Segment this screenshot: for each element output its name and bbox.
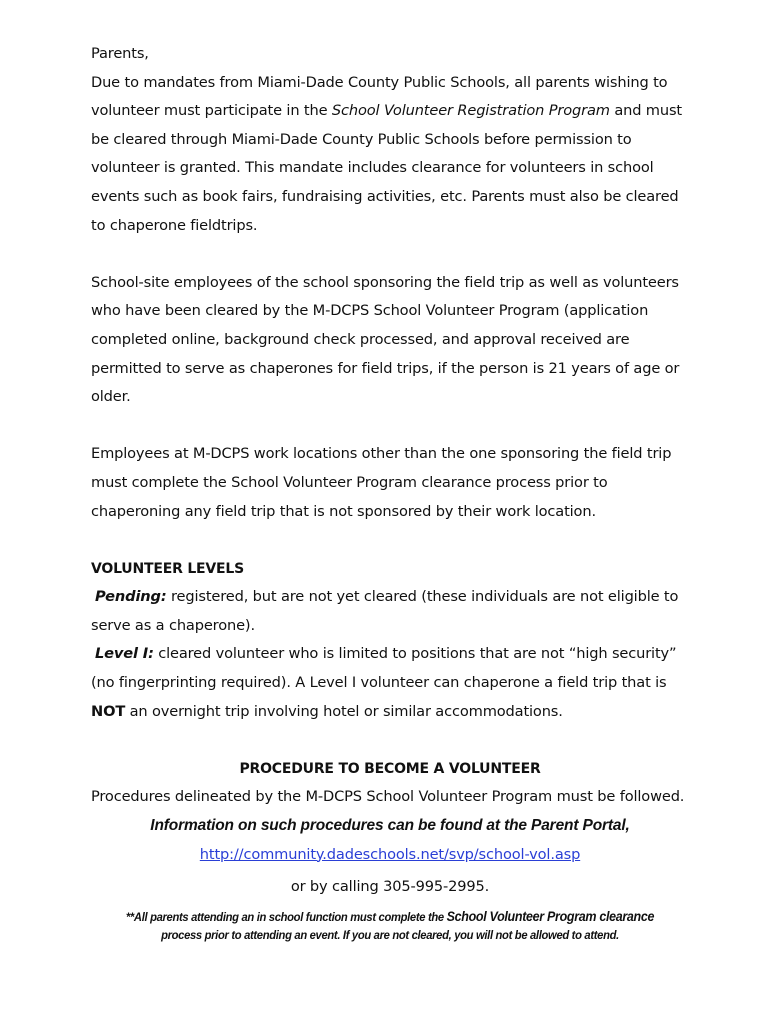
spacer (91, 240, 689, 269)
phone-line: or by calling 305-995-2995. (290, 878, 490, 896)
mandate-text-start: Due to mandates from Miami-Dade County Public Schools, all parents wishing to volunteer must participate in the (91, 73, 668, 120)
spacer (91, 526, 689, 555)
spacer (91, 412, 689, 441)
program-name: School Volunteer Registration Program (331, 102, 610, 120)
paragraph-employees: Employees at M-DCPS work locations other than the one sponsoring the field trip must complete the School Volunteer Program clearance process prior to chaperoning any field trip that is not sponsored by their work location. (91, 445, 672, 520)
level1-description-start: cleared volunteer who is limited to positions that are not “high security” (no fingerprinting required). A Level I volunteer can chaperone a field trip that is (91, 645, 677, 692)
level-one (91, 640, 689, 726)
document-page (91, 40, 689, 945)
portal-link[interactable]: http://community.dadeschools.net/svp/school-vol.asp (199, 845, 581, 863)
procedure-text: Procedures delineated by the M-DCPS School Volunteer Program must be followed. (91, 788, 685, 806)
portal-info: Information on such procedures can be found at the Parent Portal, (150, 817, 630, 835)
mandate-text-end: and must be cleared through Miami-Dade County Public Schools before permission to volunteer is granted. This mandate includes clearance for volunteers in school events such as book fairs, fundraising activities, etc. Parents must also be cleared to chaperone fieldtrips. (91, 102, 683, 234)
footer-notice (115, 908, 665, 945)
footer-text-start: **All parents attending an in school function must complete the (125, 909, 447, 924)
salutation: Parents, (91, 45, 149, 62)
level1-not: NOT (91, 702, 126, 720)
pending-description: registered, but are not yet cleared (these individuals are not eligible to serve as a chaperone). (91, 588, 679, 634)
footer-text-end: process prior to attending an event. If you are not cleared, you will not be allowed to attend. (161, 928, 619, 943)
level-pending (91, 583, 689, 640)
footer-program-name: School Volunteer Program clearance (446, 908, 655, 924)
level1-description-end: an overnight trip involving hotel or similar accommodations. (125, 702, 563, 720)
spacer (91, 726, 689, 755)
level1-label: Level I: (95, 645, 154, 663)
portal-link-line (91, 841, 689, 870)
procedure-heading: PROCEDURE TO BECOME A VOLUNTEER (239, 760, 541, 777)
paragraph-chaperones: School-site employees of the school sponsoring the field trip as well as volunteers who have been cleared by the M-DCPS School Volunteer Program (application completed online, background check processed, and approval received are permitted to serve as chaperones for field trips, if the person is 21 years of age or older. (91, 273, 680, 406)
paragraph-mandate (91, 69, 689, 241)
volunteer-levels-heading: VOLUNTEER LEVELS (91, 560, 245, 577)
pending-label: Pending: (95, 588, 167, 606)
